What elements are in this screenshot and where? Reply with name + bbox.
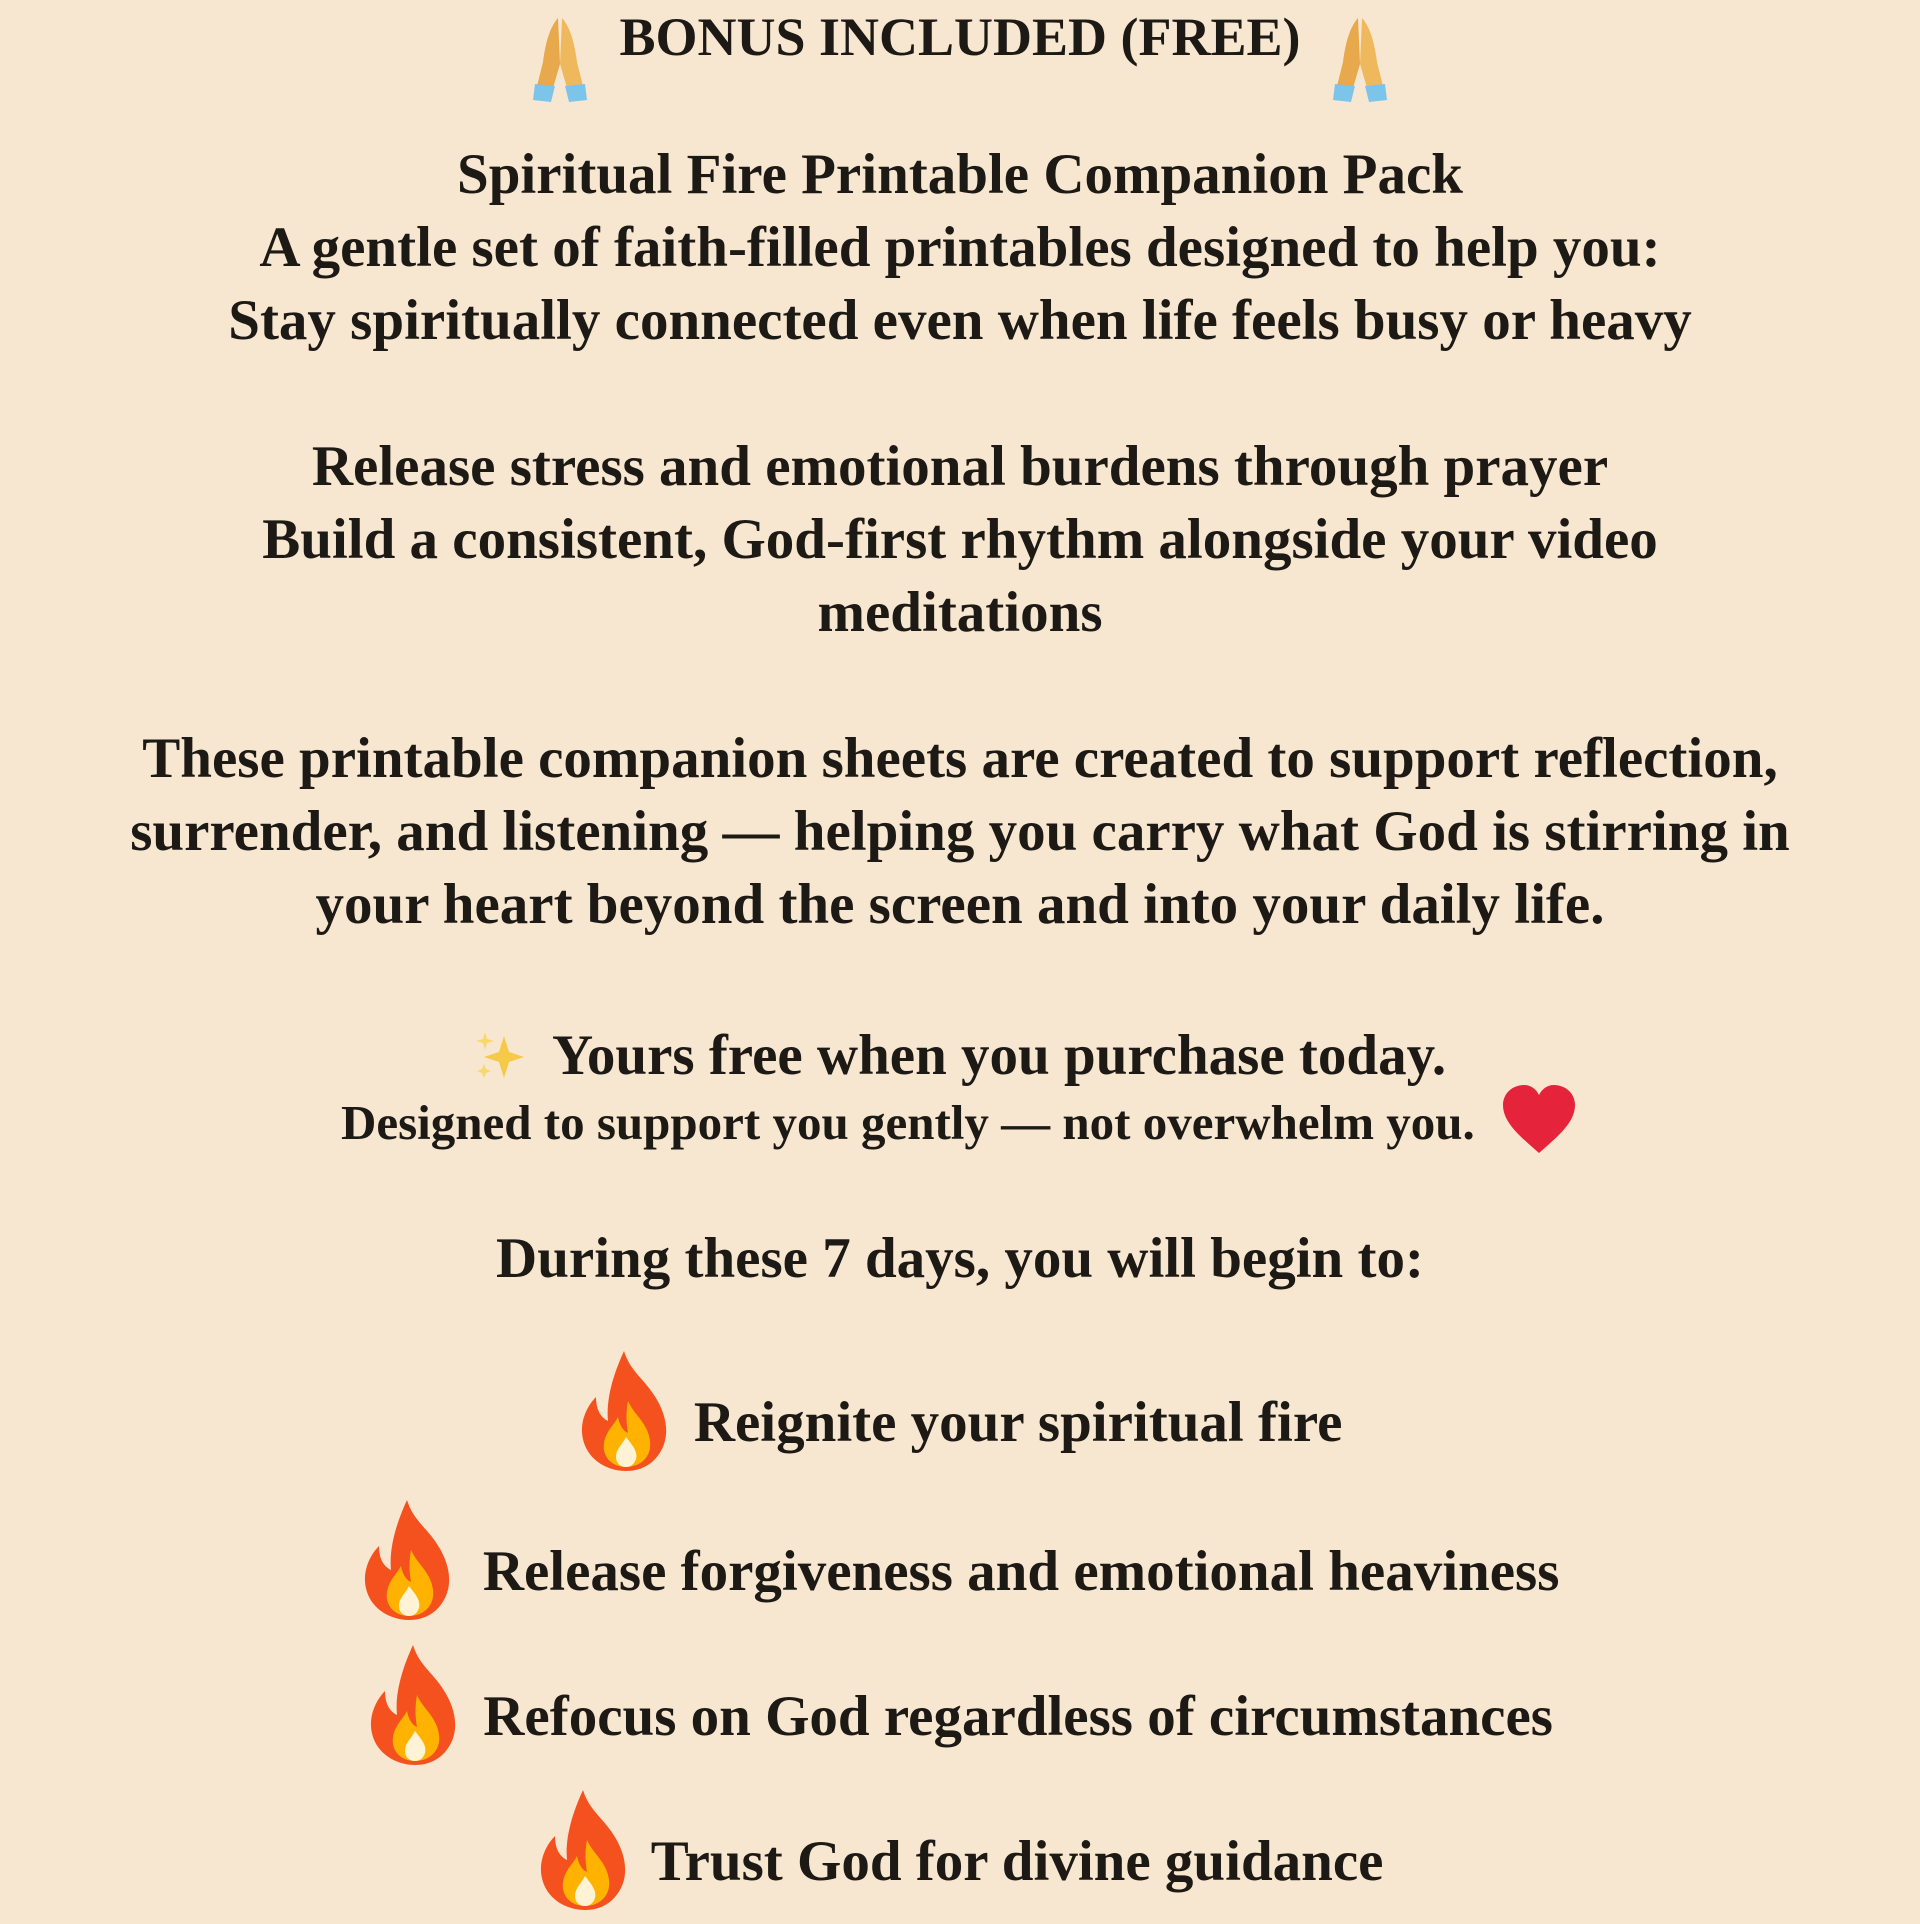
offer-headline: Yours free when you purchase today. [552,1023,1447,1087]
benefit-item: Stay spiritually connected even when life feels busy or heavy [228,289,1692,352]
fire-icon [537,1788,633,1912]
journey-item-text: Reignite your spiritual fire [693,1391,1343,1454]
benefit-item: Build a consistent, God-first rhythm alongside your video [262,508,1658,571]
fire-icon [578,1349,674,1473]
offer-note: Designed to support you gently — not overwhelm you. [340,1094,1475,1150]
benefit-item: Release stress and emotional burdens through prayer [311,435,1609,498]
journey-item [0,1655,1920,1779]
description-line: your heart beyond the screen and into your daily life. [315,873,1605,936]
benefit-item: meditations [817,581,1103,644]
fire-icon [361,1498,457,1622]
journey-item-text: Trust God for divine guidance [650,1830,1384,1893]
pack-name: Spiritual Fire Printable Companion Pack [457,143,1463,206]
journey-item [0,1800,1920,1924]
journey-intro: During these 7 days, you will begin to: [496,1227,1424,1290]
journey-item [0,1361,1920,1485]
description-line: These printable companion sheets are created to support reflection, [142,727,1778,790]
header-row [0,0,1920,80]
journey-item-text: Release forgiveness and emotional heaviness [482,1540,1560,1603]
offer-note-row [0,1082,1920,1159]
praying-hands-icon [525,16,595,102]
praying-hands-icon [1325,16,1395,102]
sparkles-icon [474,1030,526,1082]
pack-intro: A gentle set of faith-filled printables designed to help you: [259,216,1661,279]
offer-headline-row [0,1015,1920,1092]
heart-icon [1499,1083,1579,1155]
journey-item-text: Refocus on God regardless of circumstances [483,1685,1553,1748]
fire-icon [367,1643,463,1767]
journey-item [0,1510,1920,1634]
description-line: surrender, and listening — helping you carry what God is stirring in [130,800,1790,863]
header-title: BONUS INCLUDED (FREE) [619,7,1301,67]
